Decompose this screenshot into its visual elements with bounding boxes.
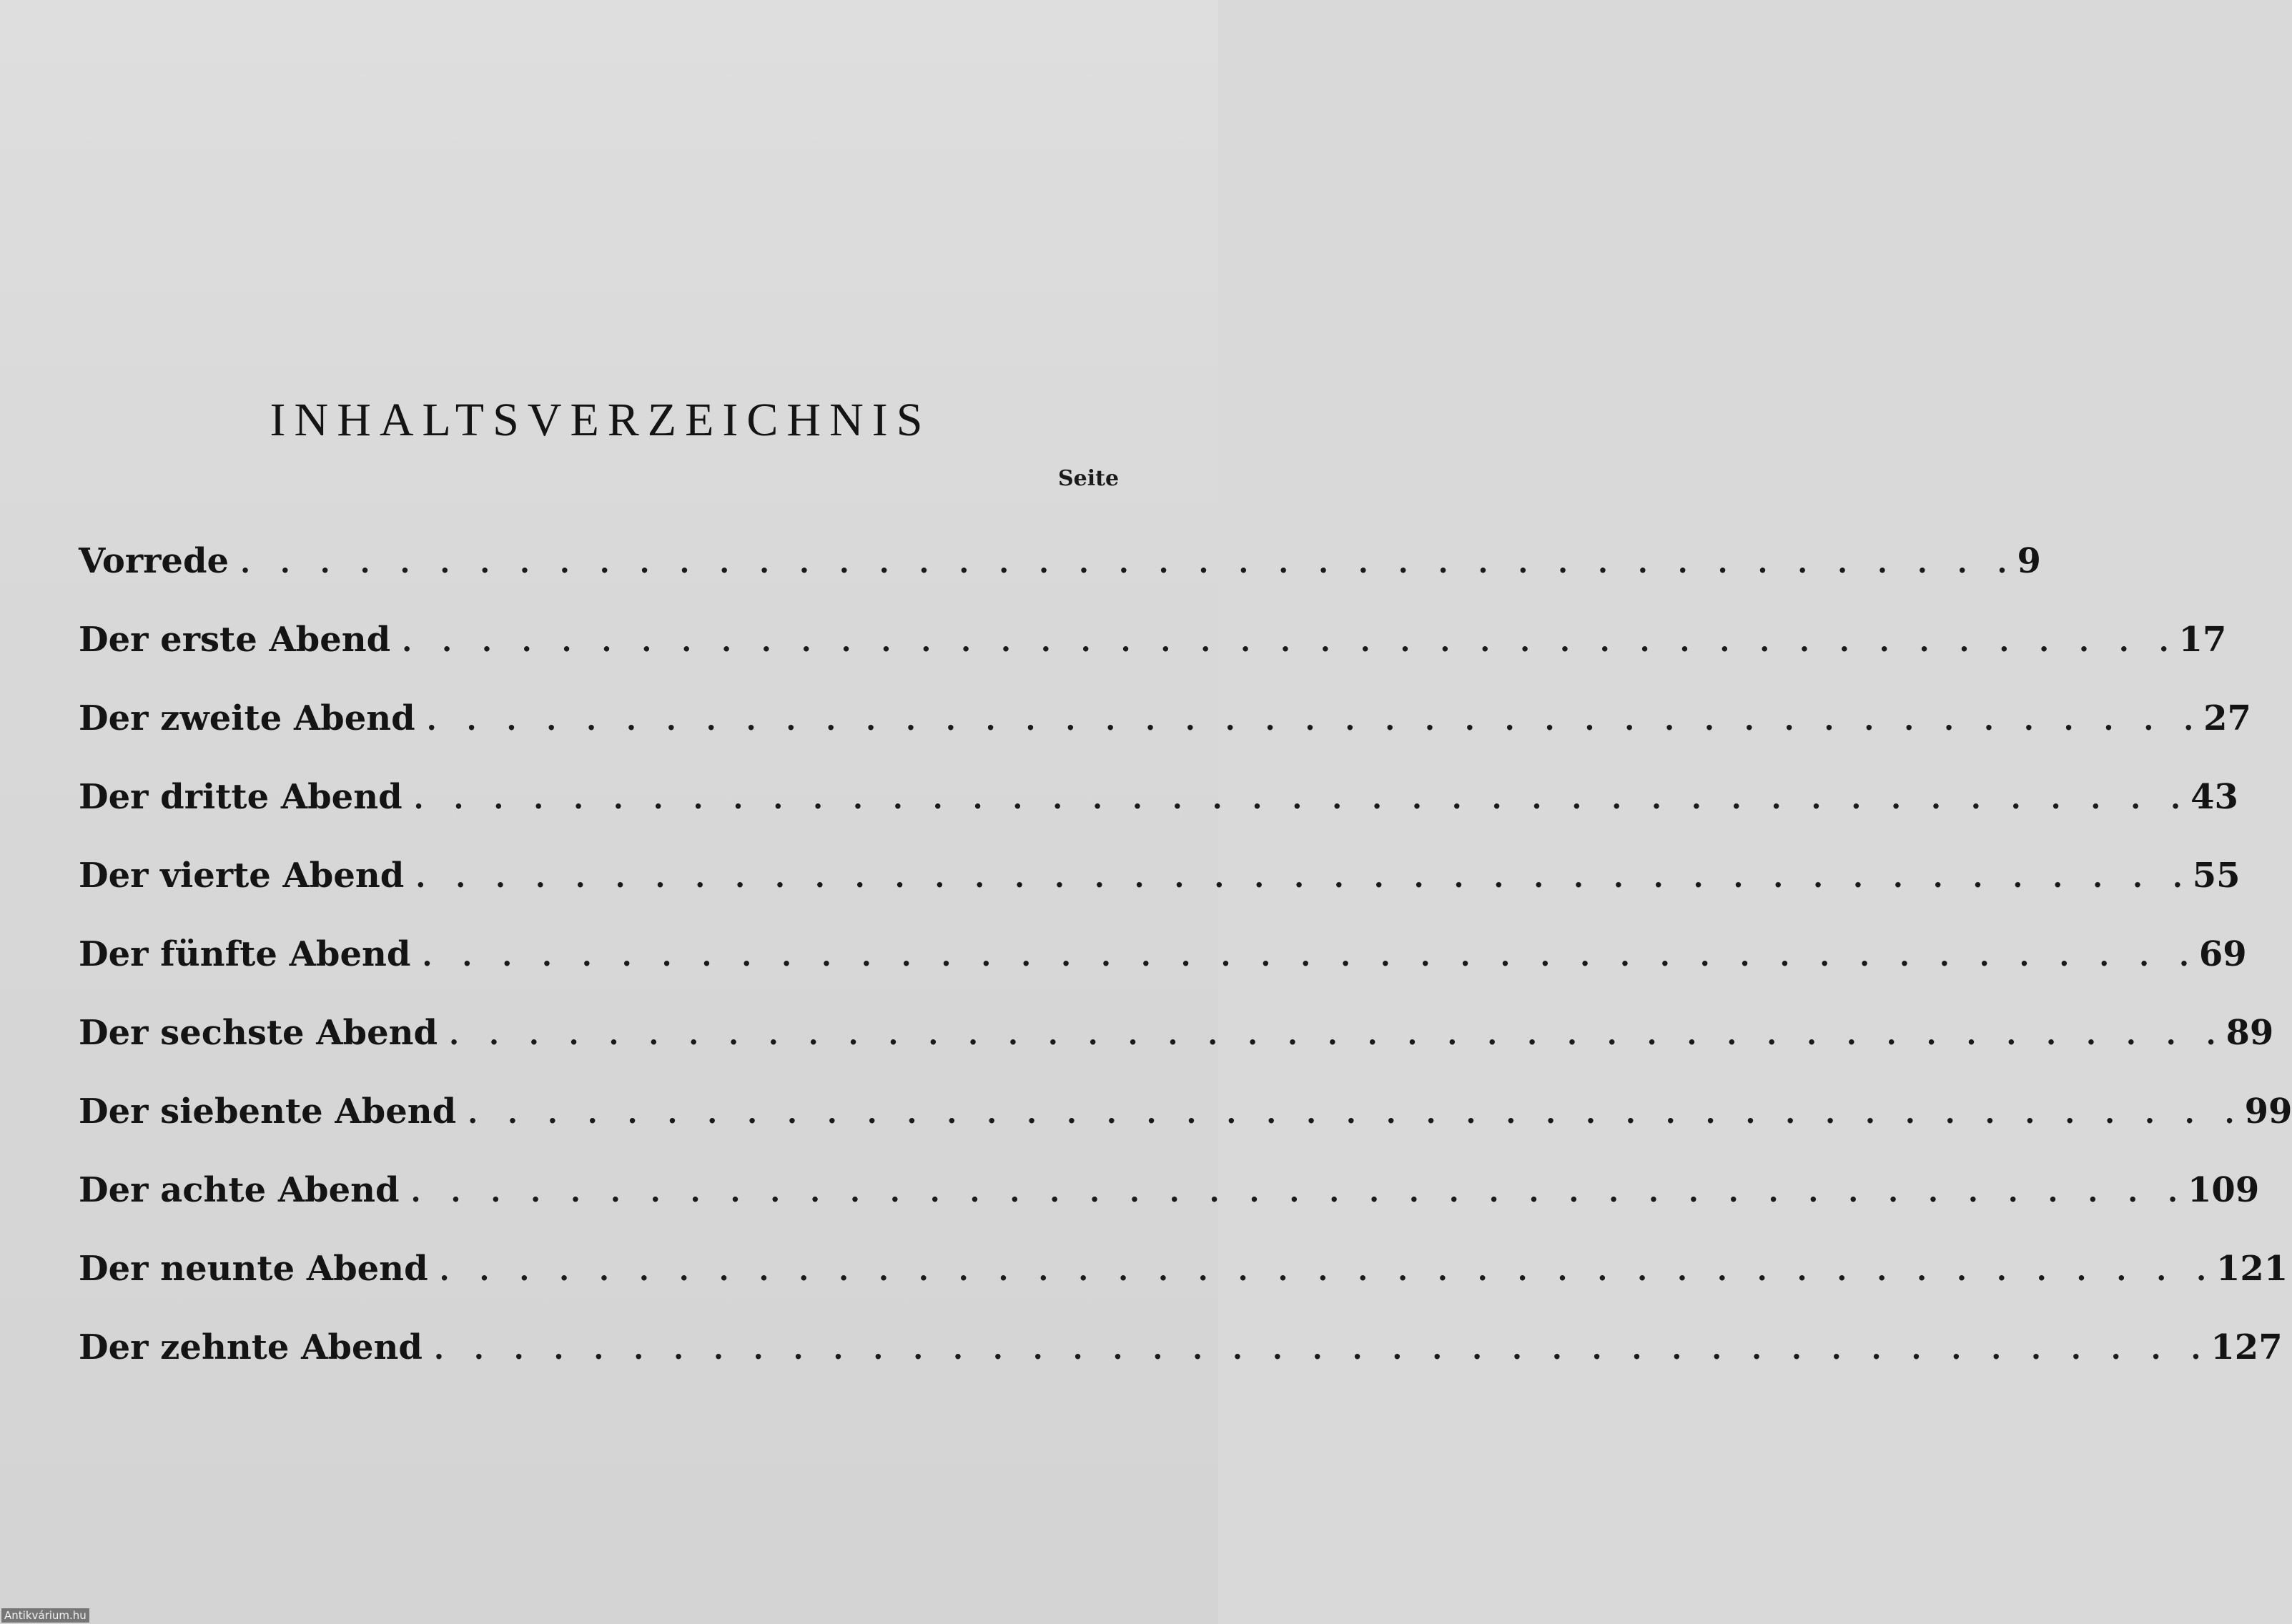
- toc-entry-page: 9: [2017, 541, 2041, 581]
- dot-leader: . . . . . . . . . . . . . . . . . . . . . . . . . . . . . . . . . . . . . . . . . . . . .: [468, 1096, 2245, 1130]
- toc-entry: [79, 522, 2041, 600]
- toc-entry: [79, 600, 2227, 679]
- toc-entry-page: 43: [2190, 777, 2238, 817]
- toc-entry: [79, 1151, 2260, 1229]
- toc-entry: [79, 1072, 2292, 1151]
- toc-entry-label: Der neunte Abend: [79, 1249, 428, 1289]
- toc-entry: [79, 994, 2274, 1072]
- toc-entry-page: 27: [2203, 698, 2251, 738]
- page-title: INHALTSVERZEICHNIS: [270, 394, 932, 446]
- table-of-contents: [79, 522, 2292, 1387]
- dot-leader: . . . . . . . . . . . . . . . . . . . . . . . . . . . . . . . . . . . . . . . . . . . . .: [449, 1018, 2226, 1051]
- dot-leader: . . . . . . . . . . . . . . . . . . . . . . . . . . . . . . . . . . . . . . . . . . . . .: [415, 861, 2193, 894]
- toc-entry-page: 17: [2178, 620, 2227, 660]
- toc-entry: [79, 836, 2241, 915]
- toc-entry: [79, 1229, 2288, 1308]
- toc-entry-page: 55: [2192, 856, 2241, 896]
- toc-entry-label: Der zweite Abend: [79, 698, 415, 738]
- toc-entry: [79, 758, 2238, 836]
- toc-entry: [79, 915, 2247, 994]
- toc-entry-page: 109: [2188, 1170, 2260, 1210]
- dot-leader: . . . . . . . . . . . . . . . . . . . . . . . . . . . . . . . . . . . . . . . . . . . . .: [433, 1332, 2211, 1366]
- toc-entry: [79, 679, 2251, 758]
- toc-entry-label: Vorrede: [79, 541, 229, 581]
- toc-entry-page: 99: [2244, 1091, 2292, 1132]
- dot-leader: . . . . . . . . . . . . . . . . . . . . . . . . . . . . . . . . . . . . . . . . . . . . .: [439, 1254, 2217, 1287]
- toc-entry-page: 89: [2226, 1013, 2274, 1053]
- toc-entry-label: Der dritte Abend: [79, 777, 402, 817]
- toc-entry-label: Der achte Abend: [79, 1170, 400, 1210]
- toc-entry-label: Der fünfte Abend: [79, 934, 411, 974]
- dot-leader: . . . . . . . . . . . . . . . . . . . . . . . . . . . . . . . . . . . . . . . . . . . . .: [410, 1175, 2188, 1209]
- dot-leader: . . . . . . . . . . . . . . . . . . . . . . . . . . . . . . . . . . . . . . . . . . . . .: [413, 782, 2191, 816]
- toc-entry-page: 121: [2216, 1249, 2288, 1289]
- dot-leader: . . . . . . . . . . . . . . . . . . . . . . . . . . . . . . . . . . . . . . . . . . . . .: [240, 546, 2017, 580]
- toc-entry-page: 69: [2198, 934, 2247, 974]
- toc-entry-page: 127: [2211, 1327, 2283, 1367]
- toc-entry-label: Der zehnte Abend: [79, 1327, 423, 1367]
- toc-entry-label: Der vierte Abend: [79, 856, 405, 896]
- dot-leader: . . . . . . . . . . . . . . . . . . . . . . . . . . . . . . . . . . . . . . . . . . . . .: [402, 625, 2179, 658]
- toc-entry-label: Der erste Abend: [79, 620, 391, 660]
- dot-leader: . . . . . . . . . . . . . . . . . . . . . . . . . . . . . . . . . . . . . . . . . . . . .: [426, 703, 2204, 737]
- page-column-label: Seite: [1058, 466, 1120, 491]
- watermark: Antikvárium.hu: [1, 1608, 89, 1623]
- toc-entry-label: Der siebente Abend: [79, 1091, 457, 1132]
- toc-entry: [79, 1308, 2283, 1387]
- dot-leader: . . . . . . . . . . . . . . . . . . . . . . . . . . . . . . . . . . . . . . . . . . . . .: [422, 939, 2199, 973]
- toc-entry-label: Der sechste Abend: [79, 1013, 438, 1053]
